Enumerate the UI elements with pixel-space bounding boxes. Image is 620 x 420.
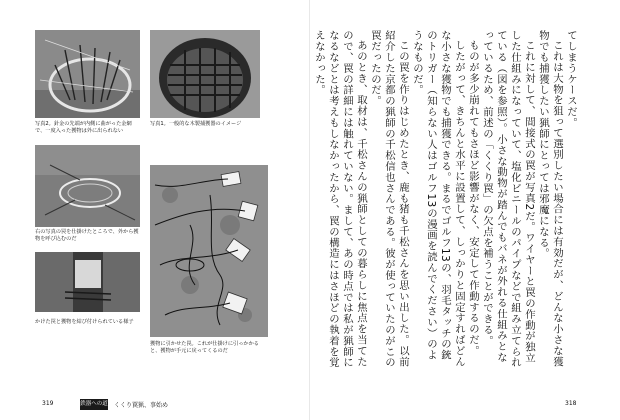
body-paragraph: この罠を作りはじめたとき、鹿も猪も千松さんを思い出した。以前紹介した京都の猟師の千松信也さんである。彼が使っていたのがこの罠だったのだ。 xyxy=(369,30,409,368)
body-paragraph: ものが多少崩れてもさほど影響がなく、安定して作動するのだ。 xyxy=(467,40,479,357)
photo-round-trap-caption: 写真1。一般的な木製捕獲器のイメージ xyxy=(150,121,242,127)
chapter-tag: 鉄器への道 xyxy=(80,399,108,410)
photo-pipe-post-caption: かけた罠と獲物を結び付けられている様子 xyxy=(35,319,134,325)
photo-wire-trap xyxy=(35,30,140,118)
body-paragraph: てしまうケースだ。 xyxy=(565,30,577,129)
photo-ground-trap xyxy=(35,145,140,227)
chapter-title: くくり罠猟、事始め xyxy=(114,402,169,409)
photo-wire-trap-caption: 写真2。針金の先端が内側に曲がった金網で、一度入った獲物は外に出られない xyxy=(35,121,132,134)
photo-pipe-post xyxy=(35,252,140,312)
page-gutter xyxy=(309,0,310,420)
body-paragraph: したがって、きちんと水平に設置して、しっかりと固定すればどんな小さな獲物でも捕獲できる。まるでゴルフ13の、羽毛タッチの銃のトリガー（知らない人はゴルフ13の漫画を読んでください）のようなものだ。 xyxy=(411,30,465,368)
body-paragraph: あのとき、取材は、千松さんの猟師としての暮らしに焦点を当てたので、罠の詳細には触れていない。まして、あの時点では私が猟師になるなどとは考えもしなかったから、罠の構造にはさほどの執着を覚えなかった。 xyxy=(313,30,367,368)
body-text xyxy=(313,30,578,370)
photo-trap-cables-caption: 獲物に引かせた罠。これが仕掛けに引っかかると、獲物が手元に戻ってくるのだ xyxy=(150,341,259,354)
photo-round-trap xyxy=(150,30,260,118)
left-page-number: 319 xyxy=(42,400,54,407)
photo-ground-trap-caption: 右の写真の罠を仕掛けたところで、外から獲物を呼び込むのだ xyxy=(35,229,139,242)
body-paragraph: これは大物を狙って選別したい場合には有効だが、どんな小さな獲物でも捕獲したい猟師にとっては邪魔になる。 xyxy=(537,30,563,368)
photo-trap-cables xyxy=(150,165,268,337)
body-paragraph: これに対して、間接式の罠が写真2だ。ワイヤーと罠の作動が独立した仕組みになっていて、塩化ビニールのパイプなどで組み立てられている（図を参照）。小さな動物が踏んでもバネが外れる仕組みとなっているため、前述の「くくり罠」の欠点を補うことができる。 xyxy=(481,30,535,368)
right-page-number: 318 xyxy=(565,400,577,407)
